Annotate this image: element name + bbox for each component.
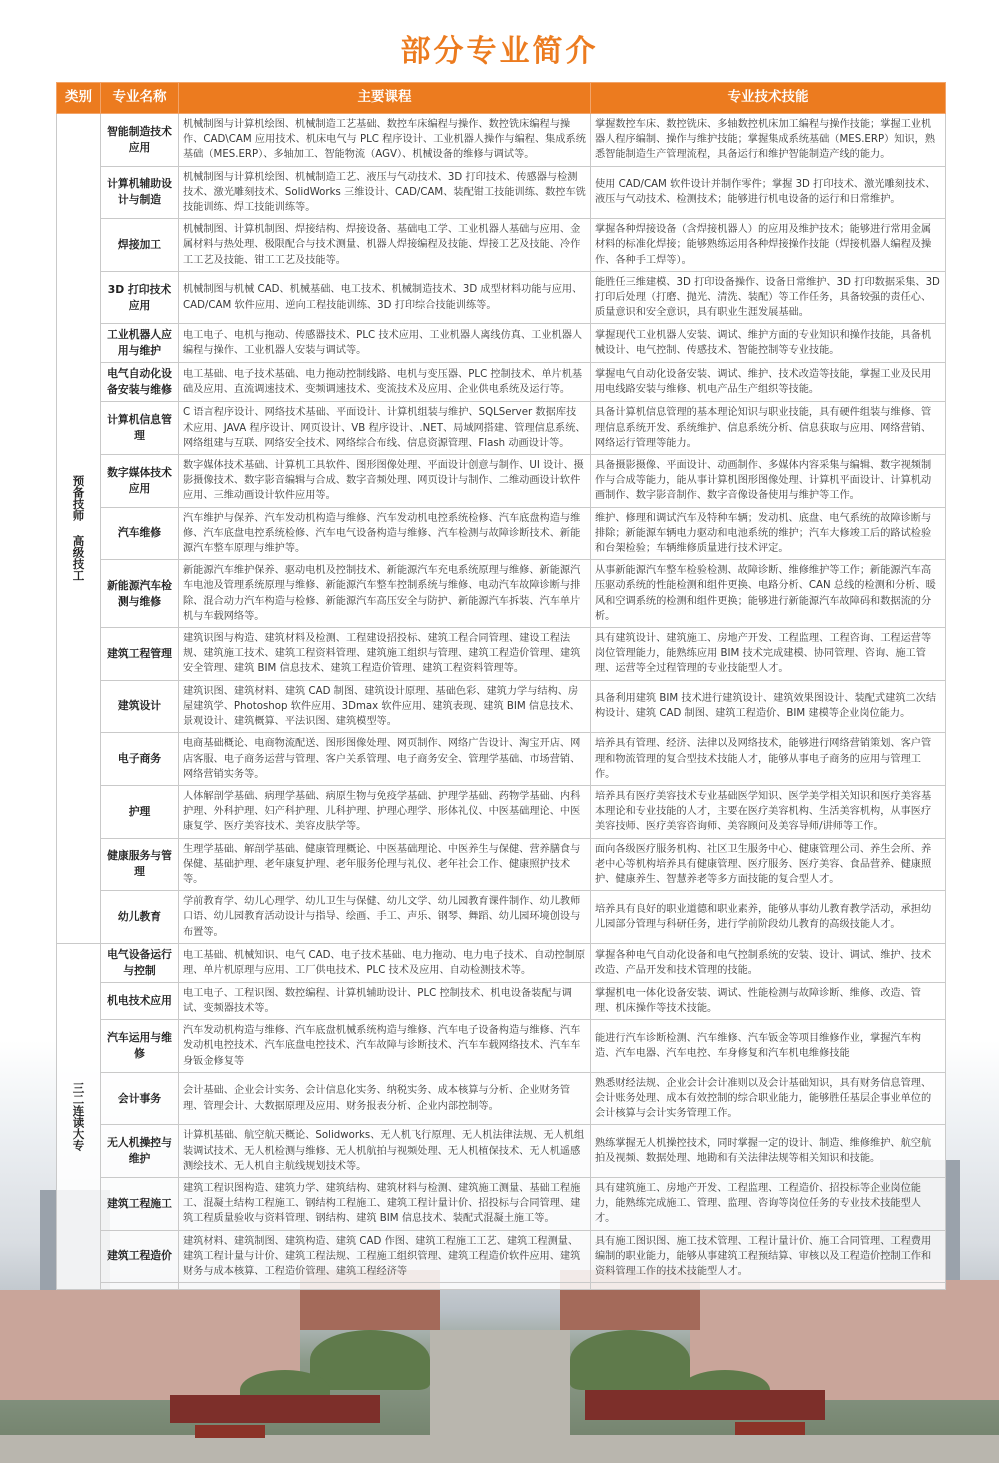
- major-name-cell: 会计事务: [101, 1072, 179, 1125]
- course-cell: C 语言程序设计、网络技术基础、平面设计、计算机组装与维护、SQLServer 数据库技术应用、JAVA 程序设计、网页设计、VB 程序设计、.NET、局域网搭建、管理信息系统、网络组建与互联、网络安全技术、网络综合布线、信息资源管理、Flash 动画设计等。: [179, 402, 591, 455]
- course-cell: [179, 1283, 591, 1290]
- skill-cell: 使用 CAD/CAM 软件设计并制作零件；掌握 3D 打印技术、激光雕刻技术、液压与气动技术、检测技术；能够进行机电设备的运行和日常维护。: [591, 166, 946, 219]
- major-name-cell: 智能制造技术应用: [101, 114, 179, 167]
- skill-cell: 能进行汽车诊断检测、汽车维修、汽车钣金等项目维修作业，掌握汽车构造、汽车电器、汽车电控、车身修复和汽车机电维修技能: [591, 1020, 946, 1073]
- table-row: [57, 1125, 946, 1178]
- gate-shape: [170, 1395, 380, 1423]
- table-row: [57, 628, 946, 681]
- course-cell: 电商基础概论、电商物流配送、图形图像处理、网页制作、网络广告设计、淘宝开店、网店客服、电子商务运营与管理、客户关系管理、电子商务安全、管理学基础、市场营销、网络营销实务等。: [179, 733, 591, 786]
- skill-cell: 熟悉财经法规、企业会计会计准则以及会计基础知识，具有财务信息管理、会计账务处理、成本有效控制的综合职业能力，能够胜任基层企事业单位的会计核算与会计实务管理工作。: [591, 1072, 946, 1125]
- skill-cell: 熟练掌握无人机操控技术，同时掌握一定的设计、制造、维修维护、航空航拍及视频、数据处理、地勘和有关法律法规等相关知识和技能。: [591, 1125, 946, 1178]
- course-cell: 电工电子、工程识图、数控编程、计算机辅助设计、PLC 控制技术、机电设备装配与调试、变频器技术等。: [179, 982, 591, 1019]
- major-name-cell: 数字媒体技术应用: [101, 455, 179, 508]
- skill-cell: 掌握电气自动化设备安装、调试、维护、技术改造等技能，掌握工业及民用用电线路安装与维修、机电产品生产组织等技能。: [591, 363, 946, 402]
- table-body: [57, 114, 946, 1290]
- course-cell: 建筑识图、建筑材料、建筑 CAD 制图、建筑设计原理、基础色彩、建筑力学与结构、房屋建筑学、Photoshop 软件应用、3Dmax 软件应用、建筑表现、建筑 BIM 信息技术、景观设计、建筑概算、平法识图、建筑模型等。: [179, 680, 591, 733]
- course-cell: 汽车维护与保养、汽车发动机构造与维修、汽车发动机电控系统检修、汽车底盘构造与维修、汽车底盘电控系统检修、汽车电气设备构造与维修、汽车检测与故障诊断技术、新能源汽车整车原理与维护等。: [179, 507, 591, 560]
- skill-cell: 面向各级医疗服务机构、社区卫生服务中心、健康管理公司、养生会所、养老中心等机构培养具有健康管理、医疗服务、医疗美容、食品营养、健康照护、健康养生、智慧养老等多方面技能的复合型人才。: [591, 838, 946, 891]
- table-row: [57, 785, 946, 838]
- skill-cell: 具备利用建筑 BIM 技术进行建筑设计、建筑效果图设计、装配式建筑二次结构设计、建筑 CAD 制图、建筑工程造价、BIM 建模等企业岗位能力。: [591, 680, 946, 733]
- major-name-cell: [101, 1283, 179, 1290]
- table-row: [57, 943, 946, 982]
- course-cell: 人体解剖学基础、病理学基础、病原生物与免疫学基础、护理学基础、药物学基础、内科护理、外科护理、妇产科护理、儿科护理、护理心理学、形体礼仪、中医基础理论、中医康复学、医疗美容技术、美容皮肤学等。: [179, 785, 591, 838]
- major-name-cell: 新能源汽车检测与维修: [101, 560, 179, 628]
- course-cell: 机械制图与机械 CAD、机械基础、电工技术、机械制造技术、3D 成型材料功能与应用、CAD/CAM 软件应用、逆向工程技能训练、3D 打印综合技能训练等。: [179, 271, 591, 324]
- table-row: [57, 219, 946, 272]
- skill-cell: 维护、修理和调试汽车及特种车辆；发动机、底盘、电气系统的故障诊断与排除；新能源车辆电力驱动和电池系统的维护；汽车大修竣工后的路试检验和台架检验；车辆维修质量进行技术评定。: [591, 507, 946, 560]
- skill-cell: 掌握各种电气自动化设备和电气控制系统的安装、设计、调试、维护、技术改造、产品开发和技术管理的技能。: [591, 943, 946, 982]
- major-name-cell: 电子商务: [101, 733, 179, 786]
- major-name-cell: 汽车运用与维修: [101, 1020, 179, 1073]
- major-name-cell: 护理: [101, 785, 179, 838]
- course-cell: 电工基础、机械知识、电气 CAD、电子技术基础、电力拖动、电力电子技术、自动控制原理、单片机原理与应用、工厂供电技术、PLC 技术及应用、自动检测技术等。: [179, 943, 591, 982]
- table-row: [57, 560, 946, 628]
- table-header-row: [57, 83, 946, 114]
- page-title: 部分专业简介: [400, 34, 599, 69]
- table-row: [57, 455, 946, 508]
- category-cell: 预备技师 高级技工: [57, 114, 101, 944]
- major-name-cell: 建筑工程施工: [101, 1177, 179, 1230]
- course-cell: 数字媒体技术基础、计算机工具软件、图形图像处理、平面设计创意与制作、UI 设计、摄影摄像技术、数字影音编辑与合成、数字音频处理、网页设计与制作、二维动画设计软件应用、三维动画设计软件应用等。: [179, 455, 591, 508]
- header-skill: 专业技术技能: [591, 83, 946, 114]
- gate-shape: [585, 1390, 825, 1420]
- header-category: 类别: [57, 83, 101, 114]
- major-table: [56, 82, 946, 1290]
- skill-cell: 培养具有管理、经济、法律以及网络技术，能够进行网络营销策划、客户管理和物流管理的复合型技术技能人才，能够从事电子商务的应用与管理工作。: [591, 733, 946, 786]
- course-cell: 汽车发动机构造与维修、汽车底盘机械系统构造与维修、汽车电子设备构造与维修、汽车发动机电控技术、汽车底盘电控技术、汽车故障与诊断技术、汽车车载网络技术、汽车车身钣金修复等: [179, 1020, 591, 1073]
- course-cell: 建筑工程识图构造、建筑力学、建筑结构、建筑材料与检测、建筑施工测量、基础工程施工、混凝土结构工程施工、钢结构工程施工、建筑工程计量计价、招投标与合同管理、建筑工程质量验收与资料管理、钢结构、建筑 BIM 信息技术、装配式混凝土施工等。: [179, 1177, 591, 1230]
- table-row: [57, 1177, 946, 1230]
- table-row: [57, 1020, 946, 1073]
- course-cell: 建筑识图与构造、建筑材料及检测、工程建设招投标、建筑工程合同管理、建设工程法规、建筑施工技术、建筑工程资料管理、建筑施工组织与管理、建筑工程造价管理、建筑安全管理、建筑 BIM 信息技术、建筑工程造价管理、建筑工程资料管理等。: [179, 628, 591, 681]
- skill-cell: 掌握各种焊接设备（含焊接机器人）的应用及维护技术；能够进行常用金属材料的标准化焊接；能够熟练运用各种焊接操作技能（焊接机器人编程及操作、各种手工焊等）。: [591, 219, 946, 272]
- course-cell: 新能源汽车维护保养、驱动电机及控制技术、新能源汽车充电系统原理与维修、新能源汽车电池及管理系统原理与维修、新能源汽车整车控制系统与维修、电动汽车故障诊断与排除、混合动力汽车构造与检修、新能源汽车高压安全与防护、新能源汽车拆装、汽车单片机与车载网络等。: [179, 560, 591, 628]
- table-row: [57, 838, 946, 891]
- table-row: [57, 891, 946, 944]
- gate-sign-shape: [735, 1422, 805, 1435]
- course-cell: 机械制图与计算机绘图、机械制造工艺基础、数控车床编程与操作、数控铣床编程与操作、CAD\CAM 应用技术、机床电气与 PLC 程序设计、工业机器人操作与编程、集成系统基础（MES.ERP）、多轴加工、智能物流（AGV）、机械设备的维修与调试等。: [179, 114, 591, 167]
- table-row: [57, 1283, 946, 1290]
- course-cell: 电工电子、电机与拖动、传感器技术、PLC 技术应用、工业机器人离线仿真、工业机器人编程与操作、工业机器人安装与调试等。: [179, 324, 591, 363]
- header-course: 主要课程: [179, 83, 591, 114]
- course-cell: 建筑材料、建筑制图、建筑构造、建筑 CAD 作图、建筑工程施工工艺、建筑工程测量、建筑工程计量与计价、建筑工程法规、工程施工组织管理、建筑工程造价软件应用、建筑财务与成本核算、工程造价管理、建筑工程经济等: [179, 1230, 591, 1283]
- tree-shape: [310, 1330, 430, 1390]
- skill-cell: 能胜任三维建模、3D 打印设备操作、设备日常维护、3D 打印数据采集、3D 打印后处理（打磨、抛光、清洗、装配）等工作任务，具备较强的责任心、质量意识和安全意识，具有职业生涯发展基础。: [591, 271, 946, 324]
- major-name-cell: 计算机信息管理: [101, 402, 179, 455]
- major-name-cell: 幼儿教育: [101, 891, 179, 944]
- tree-shape: [570, 1330, 690, 1390]
- skill-cell: 具备摄影摄像、平面设计、动画制作、多媒体内容采集与编辑、数字视频制作与合成等能力，能从事计算机图形图像处理、计算机平面设计、计算机动画制作、数字影音制作、数字音像设备使用与维护等工作。: [591, 455, 946, 508]
- major-name-cell: 机电技术应用: [101, 982, 179, 1019]
- major-name-cell: 3D 打印技术应用: [101, 271, 179, 324]
- skill-cell: 掌握数控车床、数控铣床、多轴数控机床加工编程与操作技能；掌握工业机器人程序编制、操作与维护技能；掌握集成系统基础（MES.ERP）知识，熟悉智能制造生产管理流程，具备运行和维护智能制造产线的能力。: [591, 114, 946, 167]
- major-name-cell: 工业机器人应用与维护: [101, 324, 179, 363]
- course-cell: 会计基础、企业会计实务、会计信息化实务、纳税实务、成本核算与分析、企业财务管理、管理会计、大数据原理及应用、财务报表分析、企业内部控制等。: [179, 1072, 591, 1125]
- major-name-cell: 汽车维修: [101, 507, 179, 560]
- table-row: [57, 324, 946, 363]
- table-row: [57, 402, 946, 455]
- skill-cell: 培养具有良好的职业道德和职业素养，能够从事幼儿教育教学活动，承担幼儿园部分管理与科研任务，进行学前阶段幼儿教育的高级技能人才。: [591, 891, 946, 944]
- skill-cell: 具有建筑施工、房地产开发、工程监理、工程造价、招投标等企业岗位能力，能熟练完成施工、管理、监理、咨询等岗位任务的专业技术技能型人才。: [591, 1177, 946, 1230]
- table-row: [57, 271, 946, 324]
- course-cell: 机械制图与计算机绘图、机械制造工艺、液压与气动技术、3D 打印技术、传感器与检测技术、激光雕刻技术、SolidWorks 三维设计、CAD/CAM、装配钳工技能训练、数控车铣技能训练、焊工技能训练等。: [179, 166, 591, 219]
- skill-cell: [591, 1283, 946, 1290]
- course-cell: 计算机基础、航空航天概论、Solidworks、无人机飞行原理、无人机法律法规、无人机组装调试技术、无人机检测与维修、无人机航拍与视频处理、无人机植保技术、无人机遥感测绘技术、无人机自主航线规划技术等。: [179, 1125, 591, 1178]
- header-major: 专业名称: [101, 83, 179, 114]
- skill-cell: 掌握现代工业机器人安装、调试、维护方面的专业知识和操作技能，具备机械设计、电气控制、传感技术、智能控制等专业技能。: [591, 324, 946, 363]
- skill-cell: 具有施工图识图、施工技术管理、工程计量计价、施工合同管理、工程费用编制的职业能力，能够从事建筑工程预结算、审核以及工程造价控制工作和资料管理工作的技术技能型人才。: [591, 1230, 946, 1283]
- skill-cell: 从事新能源汽车整车检验检测、故障诊断、维修维护等工作；新能源汽车高压驱动系统的性能检测和组件更换、电路分析、CAN 总线的检测和分析、暖风和空调系统的检测和组件更换；能够进行新能源汽车故障码和数据流的分析。: [591, 560, 946, 628]
- skill-cell: 具有建筑设计、建筑施工、房地产开发、工程监理、工程咨询、工程运营等岗位管理能力，能熟练应用 BIM 技术完成建模、协同管理、咨询、施工管理、运营等全过程管理的专业技能型人才。: [591, 628, 946, 681]
- skill-cell: 培养具有医疗美容技术专业基础医学知识、医学美学相关知识和医疗美容基本理论和专业技能的人才，主要在医疗美容机构、生活美容机构，从事医疗美容技师、医疗美容咨询师、美容顾问及美容导师/讲师等工作。: [591, 785, 946, 838]
- course-cell: 学前教育学、幼儿心理学、幼儿卫生与保健、幼儿文学、幼儿园教育课件制作、幼儿教师口语、幼儿园教育活动设计与指导、绘画、手工、声乐、钢琴、舞蹈、幼儿园环境创设与布置等。: [179, 891, 591, 944]
- table-row: [57, 1072, 946, 1125]
- road-shape: [0, 1435, 999, 1463]
- course-cell: 机械制图、计算机制图、焊接结构、焊接设备、基础电工学、工业机器人基础与应用、金属材料与热处理、极限配合与技术测量、机器人焊接编程及技能、焊接工艺及技能、冷作工工艺及技能、钳工工艺及技能等。: [179, 219, 591, 272]
- major-name-cell: 建筑工程管理: [101, 628, 179, 681]
- major-name-cell: 计算机辅助设计与制造: [101, 166, 179, 219]
- major-name-cell: 建筑工程造价: [101, 1230, 179, 1283]
- table-row: [57, 507, 946, 560]
- table-row: [57, 114, 946, 167]
- course-cell: 生理学基础、解剖学基础、健康管理概论、中医基础理论、中医养生与保健、营养膳食与保健、基础护理、老年康复护理、老年服务伦理与礼仪、老年社会工作、健康照护技术等。: [179, 838, 591, 891]
- table-row: [57, 680, 946, 733]
- category-cell: 三二连读大专: [57, 943, 101, 1289]
- major-name-cell: 健康服务与管理: [101, 838, 179, 891]
- major-name-cell: 无人机操控与维护: [101, 1125, 179, 1178]
- skill-cell: 掌握机电一体化设备安装、调试、性能检测与故障诊断、维修、改造、管理、机床操作等技术技能。: [591, 982, 946, 1019]
- table-row: [57, 1230, 946, 1283]
- major-name-cell: 电气自动化设备安装与维修: [101, 363, 179, 402]
- course-cell: 电工基础、电子技术基础、电力拖动控制线路、电机与变压器、PLC 控制技术、单片机基础及应用、直流调速技术、变频调速技术、变流技术及应用、企业供电系统及运行等。: [179, 363, 591, 402]
- major-name-cell: 电气设备运行与控制: [101, 943, 179, 982]
- major-name-cell: 焊接加工: [101, 219, 179, 272]
- skill-cell: 具备计算机信息管理的基本理论知识与职业技能，具有硬件组装与维修、管理信息系统开发、系统维护、信息系统分析、信息获取与应用、网络营销、网络运行管理等能力。: [591, 402, 946, 455]
- table-row: [57, 363, 946, 402]
- table-row: [57, 982, 946, 1019]
- table-row: [57, 166, 946, 219]
- table-row: [57, 733, 946, 786]
- gate-sign-shape: [195, 1425, 265, 1438]
- major-name-cell: 建筑设计: [101, 680, 179, 733]
